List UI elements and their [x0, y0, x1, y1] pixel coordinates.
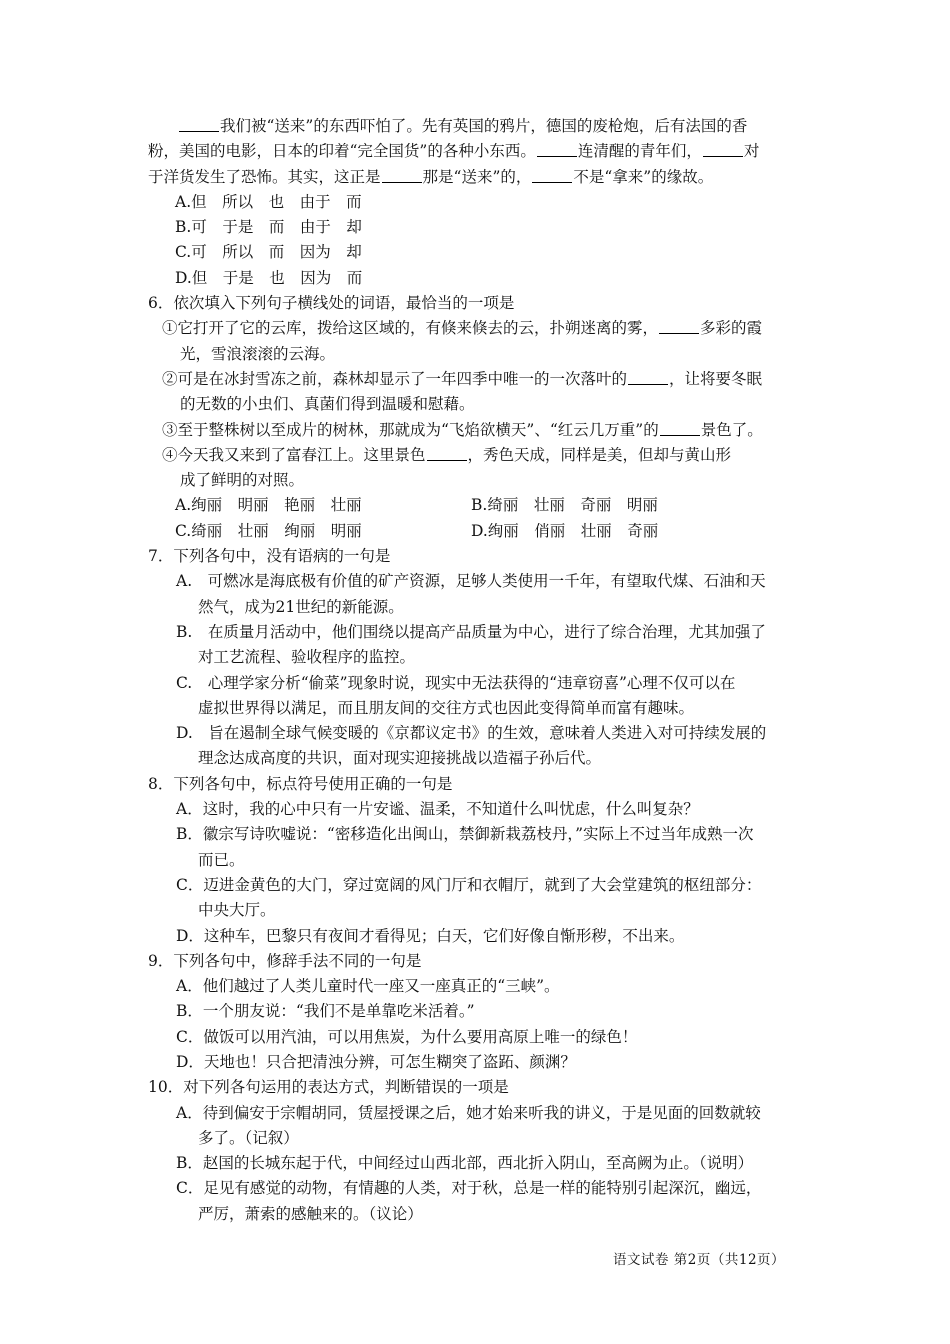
q6-sentence-2: ②可是在冰封雪冻之前，森林却显示了一年四季中唯一的一次落叶的 ，让将要冬眠 的无数的小虫们、真菌们得到温暖和慰藉。 — [162, 369, 763, 414]
blank — [703, 142, 743, 157]
q6-options — [148, 493, 813, 544]
q8-option-b[interactable]: B．徽宗写诗吹嘘说：“密移造化出闽山，禁御新栽荔枝丹，”实际上不过当年成熟一次 而已。 — [176, 825, 754, 869]
blank — [382, 168, 422, 183]
q6-title: 6．依次填入下列句子横线处的词语，最恰当的一项是 — [148, 294, 515, 313]
blank — [427, 446, 467, 461]
blank — [660, 421, 700, 436]
q6-option-b[interactable]: B.绮丽 壮丽 奇丽 明丽 — [471, 496, 658, 515]
q5-line: 那是“送来”的， — [422, 167, 532, 186]
question-6 — [148, 291, 813, 544]
blank — [532, 168, 572, 183]
q7-option-b[interactable]: B. 在质量月活动中，他们围绕以提高产品质量为中心，进行了综合治理，尤其加强了 对工艺流程、验收程序的监控。 — [176, 622, 766, 667]
q8-option-d[interactable]: D．这种车，巴黎只有夜间才看得见；白天，它们好像自惭形秽，不出来。 — [176, 926, 685, 945]
q5-line: 对 — [743, 142, 760, 161]
q5-line: 我们被“送来”的东西吓怕了。先有英国的鸦片，德国的废枪炮，后有法国的香 — [220, 117, 748, 135]
q10-option-b[interactable]: B．赵国的长城东起于代，中间经过山西北部，西北折入阴山，至高阙为止。（说明） — [176, 1154, 754, 1173]
exam-content — [148, 114, 813, 1227]
q9-option-a[interactable]: A．他们越过了人类儿童时代一座又一座真正的“三峡”。 — [176, 977, 560, 996]
q8-title: 8．下列各句中，标点符号使用正确的一句是 — [148, 774, 453, 793]
q10-option-c[interactable]: C．足见有感觉的动物，有情趣的人类，对于秋，总是一样的能特别引起深沉，幽远， 严厉，萧索的感触来的。（议论） — [176, 1179, 762, 1223]
q8-option-c[interactable]: C．迈进金黄色的大门，穿过宽阔的风门厅和衣帽厅，就到了大会堂建筑的枢纽部分： 中央大厅。 — [176, 875, 762, 920]
q5-line: 粉，美国的电影，日本的印着“完全国货”的各种小东西。 — [148, 142, 536, 161]
q5-passage — [148, 114, 813, 291]
blank — [659, 319, 699, 334]
q9-option-b[interactable]: B．一个朋友说：“我们不是单靠吃米活着。” — [176, 1002, 475, 1021]
q9-option-c[interactable]: C．做饭可以用汽油，可以用焦炭，为什么要用高原上唯一的绿色！ — [176, 1027, 638, 1046]
blank — [628, 370, 668, 385]
q9-title: 9．下列各句中，修辞手法不同的一句是 — [148, 951, 422, 970]
q6-option-a[interactable]: A.绚丽 明丽 艳丽 壮丽 — [175, 496, 362, 515]
q10-title: 10．对下列各句运用的表达方式，判断错误的一项是 — [148, 1078, 509, 1097]
q6-sentence-3: ③至于整株树以至成片的树林，那就成为“飞焰欲横天”、“红云几万重”的 景色了。 — [162, 420, 763, 439]
q5-line: 连清醒的青年们， — [577, 142, 702, 161]
question-10 — [148, 1075, 813, 1227]
q7-title: 7．下列各句中，没有语病的一句是 — [148, 547, 391, 566]
q6-sentence-1: ①它打开了它的云库，拨给这区域的，有倏来倏去的云，扑朔迷离的雾， 多彩的霞 光，雪浪滚滚的云海。 — [162, 319, 763, 363]
page-footer: 语文试卷 第2页（共12页） — [613, 1252, 786, 1268]
question-8 — [148, 772, 813, 949]
q7-option-c[interactable]: C. 心理学家分析“偷菜”现象时说，现实中无法获得的“违章窃喜”心理不仅可以在 虚拟世界得以满足，而且朋友间的交往方式也因此变得简单而富有趣味。 — [176, 673, 736, 717]
q5-option-d[interactable]: D.但 于是 也 因为 而 — [175, 268, 363, 287]
q5-line: 不是“拿来”的缘故。 — [573, 167, 714, 186]
q7-option-d[interactable]: D. 旨在遏制全球气候变暖的《京都议定书》的生效，意味着人类进入对可持续发展的 理念达成高度的共识，面对现实迎接挑战以造福子孙后代。 — [176, 724, 767, 768]
q10-option-a[interactable]: A．待到偏安于宗帽胡同，赁屋授课之后，她才始来听我的讲义，于是见面的回数就较 多了。（记叙） — [176, 1103, 761, 1147]
q7-option-a[interactable]: A. 可燃冰是海底极有价值的矿产资源，足够人类使用一千年，有望取代煤、石油和天 然气，成为21世纪的新能源。 — [176, 572, 766, 616]
q6-option-d[interactable]: D.绚丽 俏丽 壮丽 奇丽 — [471, 521, 659, 540]
q5-line: 于洋货发生了恐怖。其实，这正是 — [148, 167, 381, 186]
question-9 — [148, 949, 813, 1075]
blank — [537, 142, 577, 157]
q9-option-d[interactable]: D．天地也！只合把清浊分辨，可怎生糊突了盗跖、颜渊？ — [176, 1052, 576, 1071]
q6-sentence-4: ④今天我又来到了富春江上。这里景色 ，秀色天成，同样是美，但却与黄山形 成了鲜明的对照。 — [162, 445, 732, 490]
q5-option-c[interactable]: C.可 所以 而 因为 却 — [175, 243, 362, 262]
q5-option-a[interactable]: A.但 所以 也 由于 而 — [175, 192, 362, 211]
q5-option-b[interactable]: B.可 于是 而 由于 却 — [175, 218, 362, 237]
q8-option-a[interactable]: A．这时，我的心中只有一片安谧、温柔，不知道什么叫忧虑，什么叫复杂？ — [176, 800, 699, 819]
question-7 — [148, 544, 813, 772]
blank — [179, 117, 219, 132]
q6-option-c[interactable]: C.绮丽 壮丽 绚丽 明丽 — [175, 521, 362, 540]
